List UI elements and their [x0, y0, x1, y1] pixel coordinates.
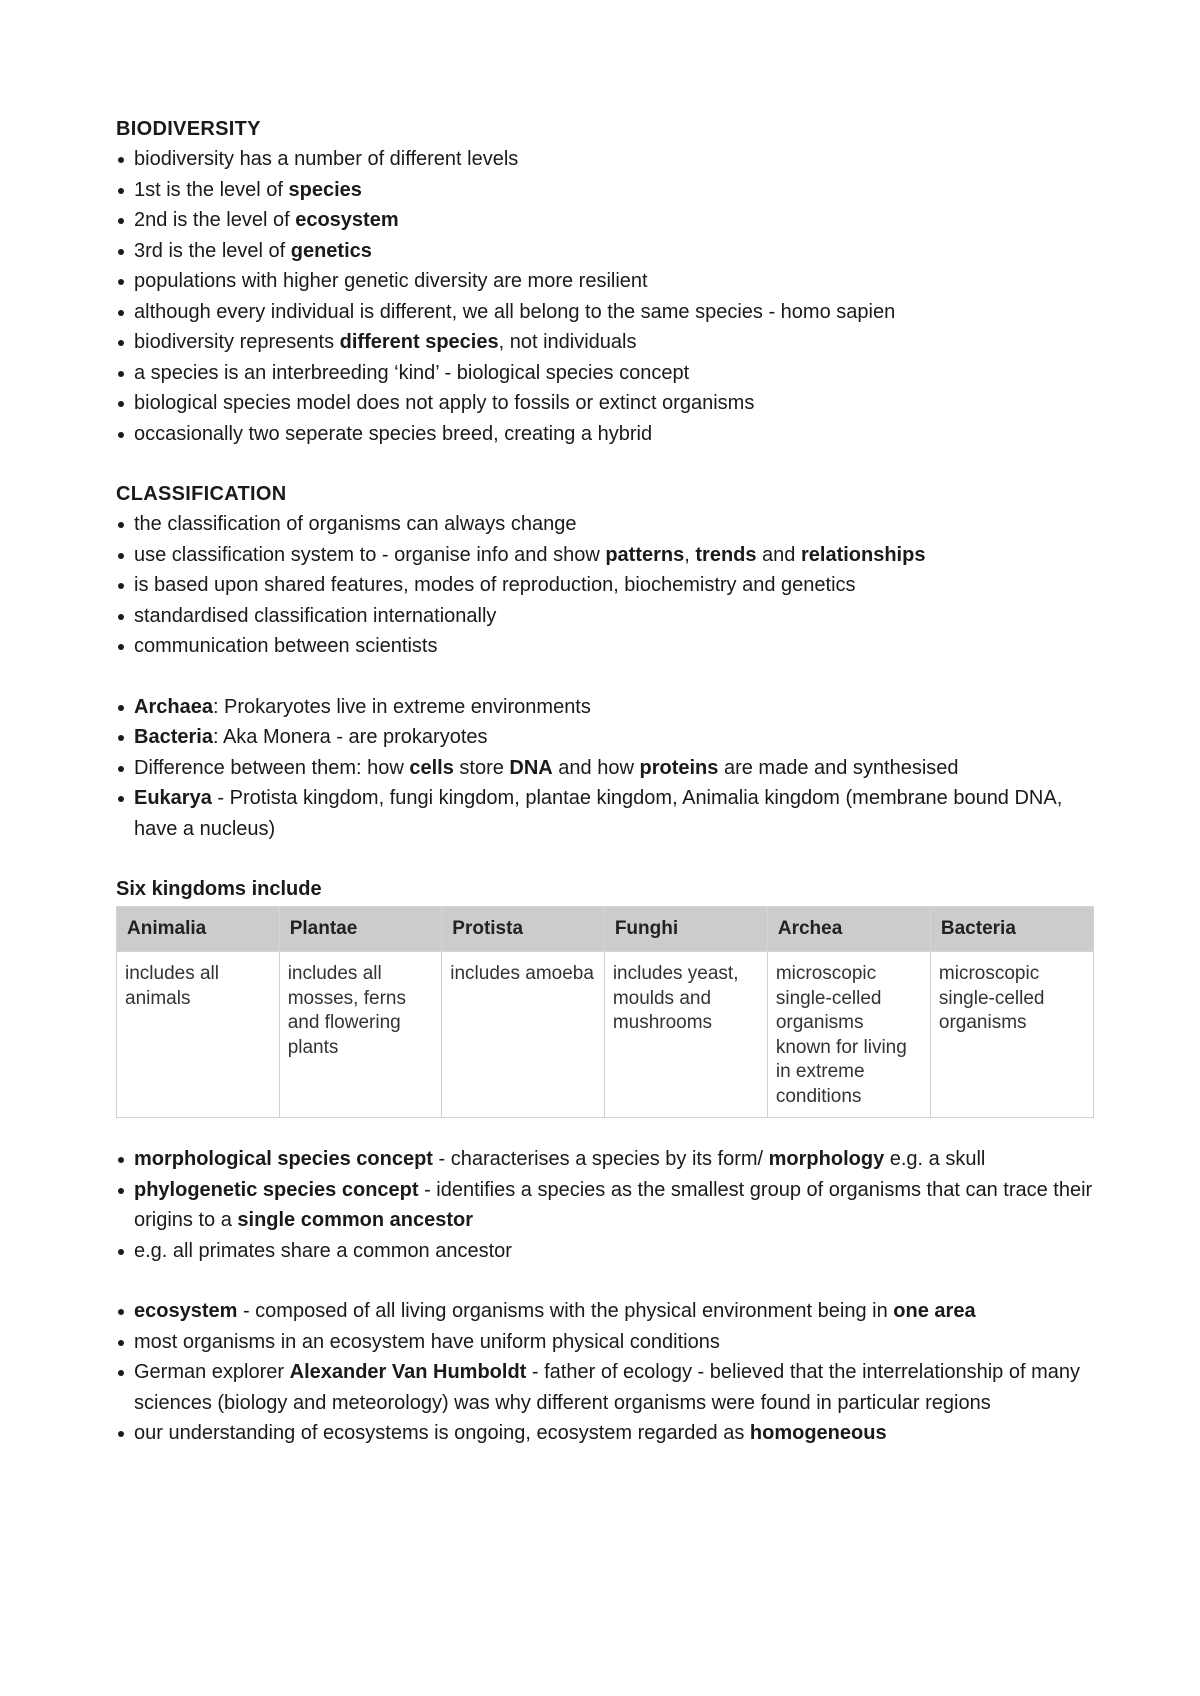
bold-term: proteins: [639, 756, 719, 779]
bold-term: relationships: [800, 543, 926, 566]
bold-term: species: [288, 178, 362, 201]
list-item: [116, 175, 1096, 206]
list-item: [116, 1418, 1096, 1449]
bold-term: ecosystem: [295, 209, 399, 231]
document-page: [116, 114, 1096, 1449]
list-item: [116, 327, 1096, 358]
text-run: the classification of organisms can always change: [134, 513, 577, 535]
kingdoms-table: [116, 906, 1094, 1118]
text-run: our understanding of ecosystems is ongoing, ecosystem regarded as: [134, 1422, 750, 1444]
list-item: [116, 540, 1096, 571]
bold-term: morphological species concept: [134, 1148, 433, 1170]
table-cell: microscopic single-celled organisms: [930, 952, 1093, 1118]
text-run: populations with higher genetic diversity are more resilient: [134, 270, 648, 292]
table-header-row: [117, 907, 1094, 952]
bold-term: DNA: [509, 756, 553, 779]
text-run: biodiversity has a number of different levels: [134, 148, 519, 170]
bold-term: cells: [409, 756, 454, 779]
list-item: [116, 722, 1096, 753]
bold-term: Archaea: [134, 695, 213, 718]
text-run: a species is an interbreeding ‘kind’ - biological species concept: [134, 361, 690, 384]
list-item: [116, 236, 1096, 267]
list-item: [116, 266, 1096, 297]
text-run: - composed of all living organisms with the physical environment being in: [237, 1300, 894, 1322]
domains-list: [116, 692, 1096, 845]
text-run: is based upon shared features, modes of reproduction, biochemistry and genetics: [134, 574, 856, 596]
text-run: - Protista kingdom, fungi kingdom, plantae kingdom, Animalia kingdom (membrane bound DNA, have a nucleus): [134, 787, 1063, 840]
text-run: use classification system to - organise info and show: [134, 543, 606, 566]
text-run: : Prokaryotes live in extreme environments: [212, 695, 591, 718]
text-run: German explorer: [134, 1361, 290, 1383]
text-run: 1st is the level of: [134, 178, 289, 201]
ecosystems-list: [116, 1296, 1096, 1449]
table-header-cell: Funghi: [604, 907, 767, 952]
biodiversity-list: [116, 144, 1096, 449]
table-cell: includes amoeba: [442, 952, 605, 1118]
table-header-cell: Plantae: [279, 907, 442, 952]
table-cell: includes yeast, moulds and mushrooms: [604, 952, 767, 1118]
text-run: e.g. a skull: [884, 1148, 986, 1170]
text-run: and how: [552, 756, 640, 779]
bold-term: different species: [339, 331, 499, 353]
bold-term: phylogenetic species concept: [134, 1178, 419, 1201]
text-run: communication between scientists: [134, 635, 438, 657]
list-item: [116, 1327, 1096, 1358]
text-run: e.g. all primates share a common ancestor: [134, 1239, 512, 1262]
table-row: [117, 952, 1094, 1118]
list-item: [116, 144, 1096, 175]
list-item: [116, 419, 1096, 450]
text-run: occasionally two seperate species breed, creating a hybrid: [134, 422, 653, 445]
text-run: are made and synthesised: [718, 756, 959, 779]
list-item: [116, 205, 1096, 236]
text-run: standardised classification internationally: [134, 604, 497, 627]
text-run: : Aka Monera - are prokaryotes: [212, 726, 488, 748]
text-run: most organisms in an ecosystem have uniform physical conditions: [134, 1330, 720, 1353]
list-item: [116, 1236, 1096, 1267]
biodiversity-heading: BIODIVERSITY: [116, 118, 261, 140]
bold-term: Alexander Van Humboldt: [289, 1361, 527, 1383]
kingdoms-table-title: Six kingdoms include: [116, 878, 322, 900]
text-run: biodiversity represents: [134, 331, 340, 353]
text-run: although every individual is different, we all belong to the same species - homo sapien: [134, 300, 896, 323]
table-cell: includes all mosses, ferns and flowering plants: [279, 952, 442, 1118]
bold-term: Bacteria: [134, 726, 213, 748]
table-header-cell: Animalia: [117, 907, 280, 952]
text-run: ,: [684, 543, 696, 566]
list-item: [116, 1357, 1096, 1418]
list-item: [116, 753, 1096, 784]
text-run: - characterises a species by its form/: [432, 1148, 769, 1170]
text-run: biological species model does not apply to fossils or extinct organisms: [134, 392, 755, 414]
bold-term: Eukarya: [134, 787, 212, 809]
list-item: [116, 297, 1096, 328]
classification-heading: CLASSIFICATION: [116, 483, 287, 505]
list-item: [116, 601, 1096, 632]
table-header-cell: Protista: [442, 907, 605, 952]
text-run: - identifies a species as the smallest group of organisms that can trace their origins to a: [134, 1178, 1093, 1231]
table-cell: microscopic single-celled organisms known for living in extreme conditions: [767, 952, 930, 1118]
bold-term: patterns: [605, 543, 685, 566]
bold-term: genetics: [290, 239, 372, 262]
bold-term: homogeneous: [749, 1422, 887, 1444]
table-header-cell: Archea: [767, 907, 930, 952]
text-run: , not individuals: [498, 331, 637, 353]
bold-term: morphology: [768, 1148, 885, 1170]
bold-term: ecosystem: [134, 1300, 238, 1322]
text-run: Difference between them: how: [134, 756, 410, 779]
list-item: [116, 692, 1096, 723]
table-header-cell: Bacteria: [930, 907, 1093, 952]
list-item: [116, 570, 1096, 601]
text-run: and: [756, 543, 801, 566]
list-item: [116, 1296, 1096, 1327]
table-cell: includes all animals: [117, 952, 280, 1118]
text-run: 3rd is the level of: [134, 239, 291, 262]
list-item: [116, 358, 1096, 389]
text-run: - father of ecology - believed that the interrelationship of many sciences (biology and meteorology) was why different organisms were found in particular regions: [134, 1361, 1080, 1414]
classification-list: [116, 509, 1096, 662]
list-item: [116, 509, 1096, 540]
list-item: [116, 388, 1096, 419]
list-item: [116, 783, 1096, 844]
list-item: [116, 1175, 1096, 1236]
list-item: [116, 1144, 1096, 1175]
list-item: [116, 631, 1096, 662]
bold-term: trends: [695, 543, 757, 566]
species-concepts-list: [116, 1144, 1096, 1266]
text-run: store: [453, 756, 510, 779]
bold-term: single common ancestor: [237, 1209, 474, 1231]
bold-term: one area: [893, 1300, 976, 1322]
text-run: 2nd is the level of: [134, 209, 296, 231]
